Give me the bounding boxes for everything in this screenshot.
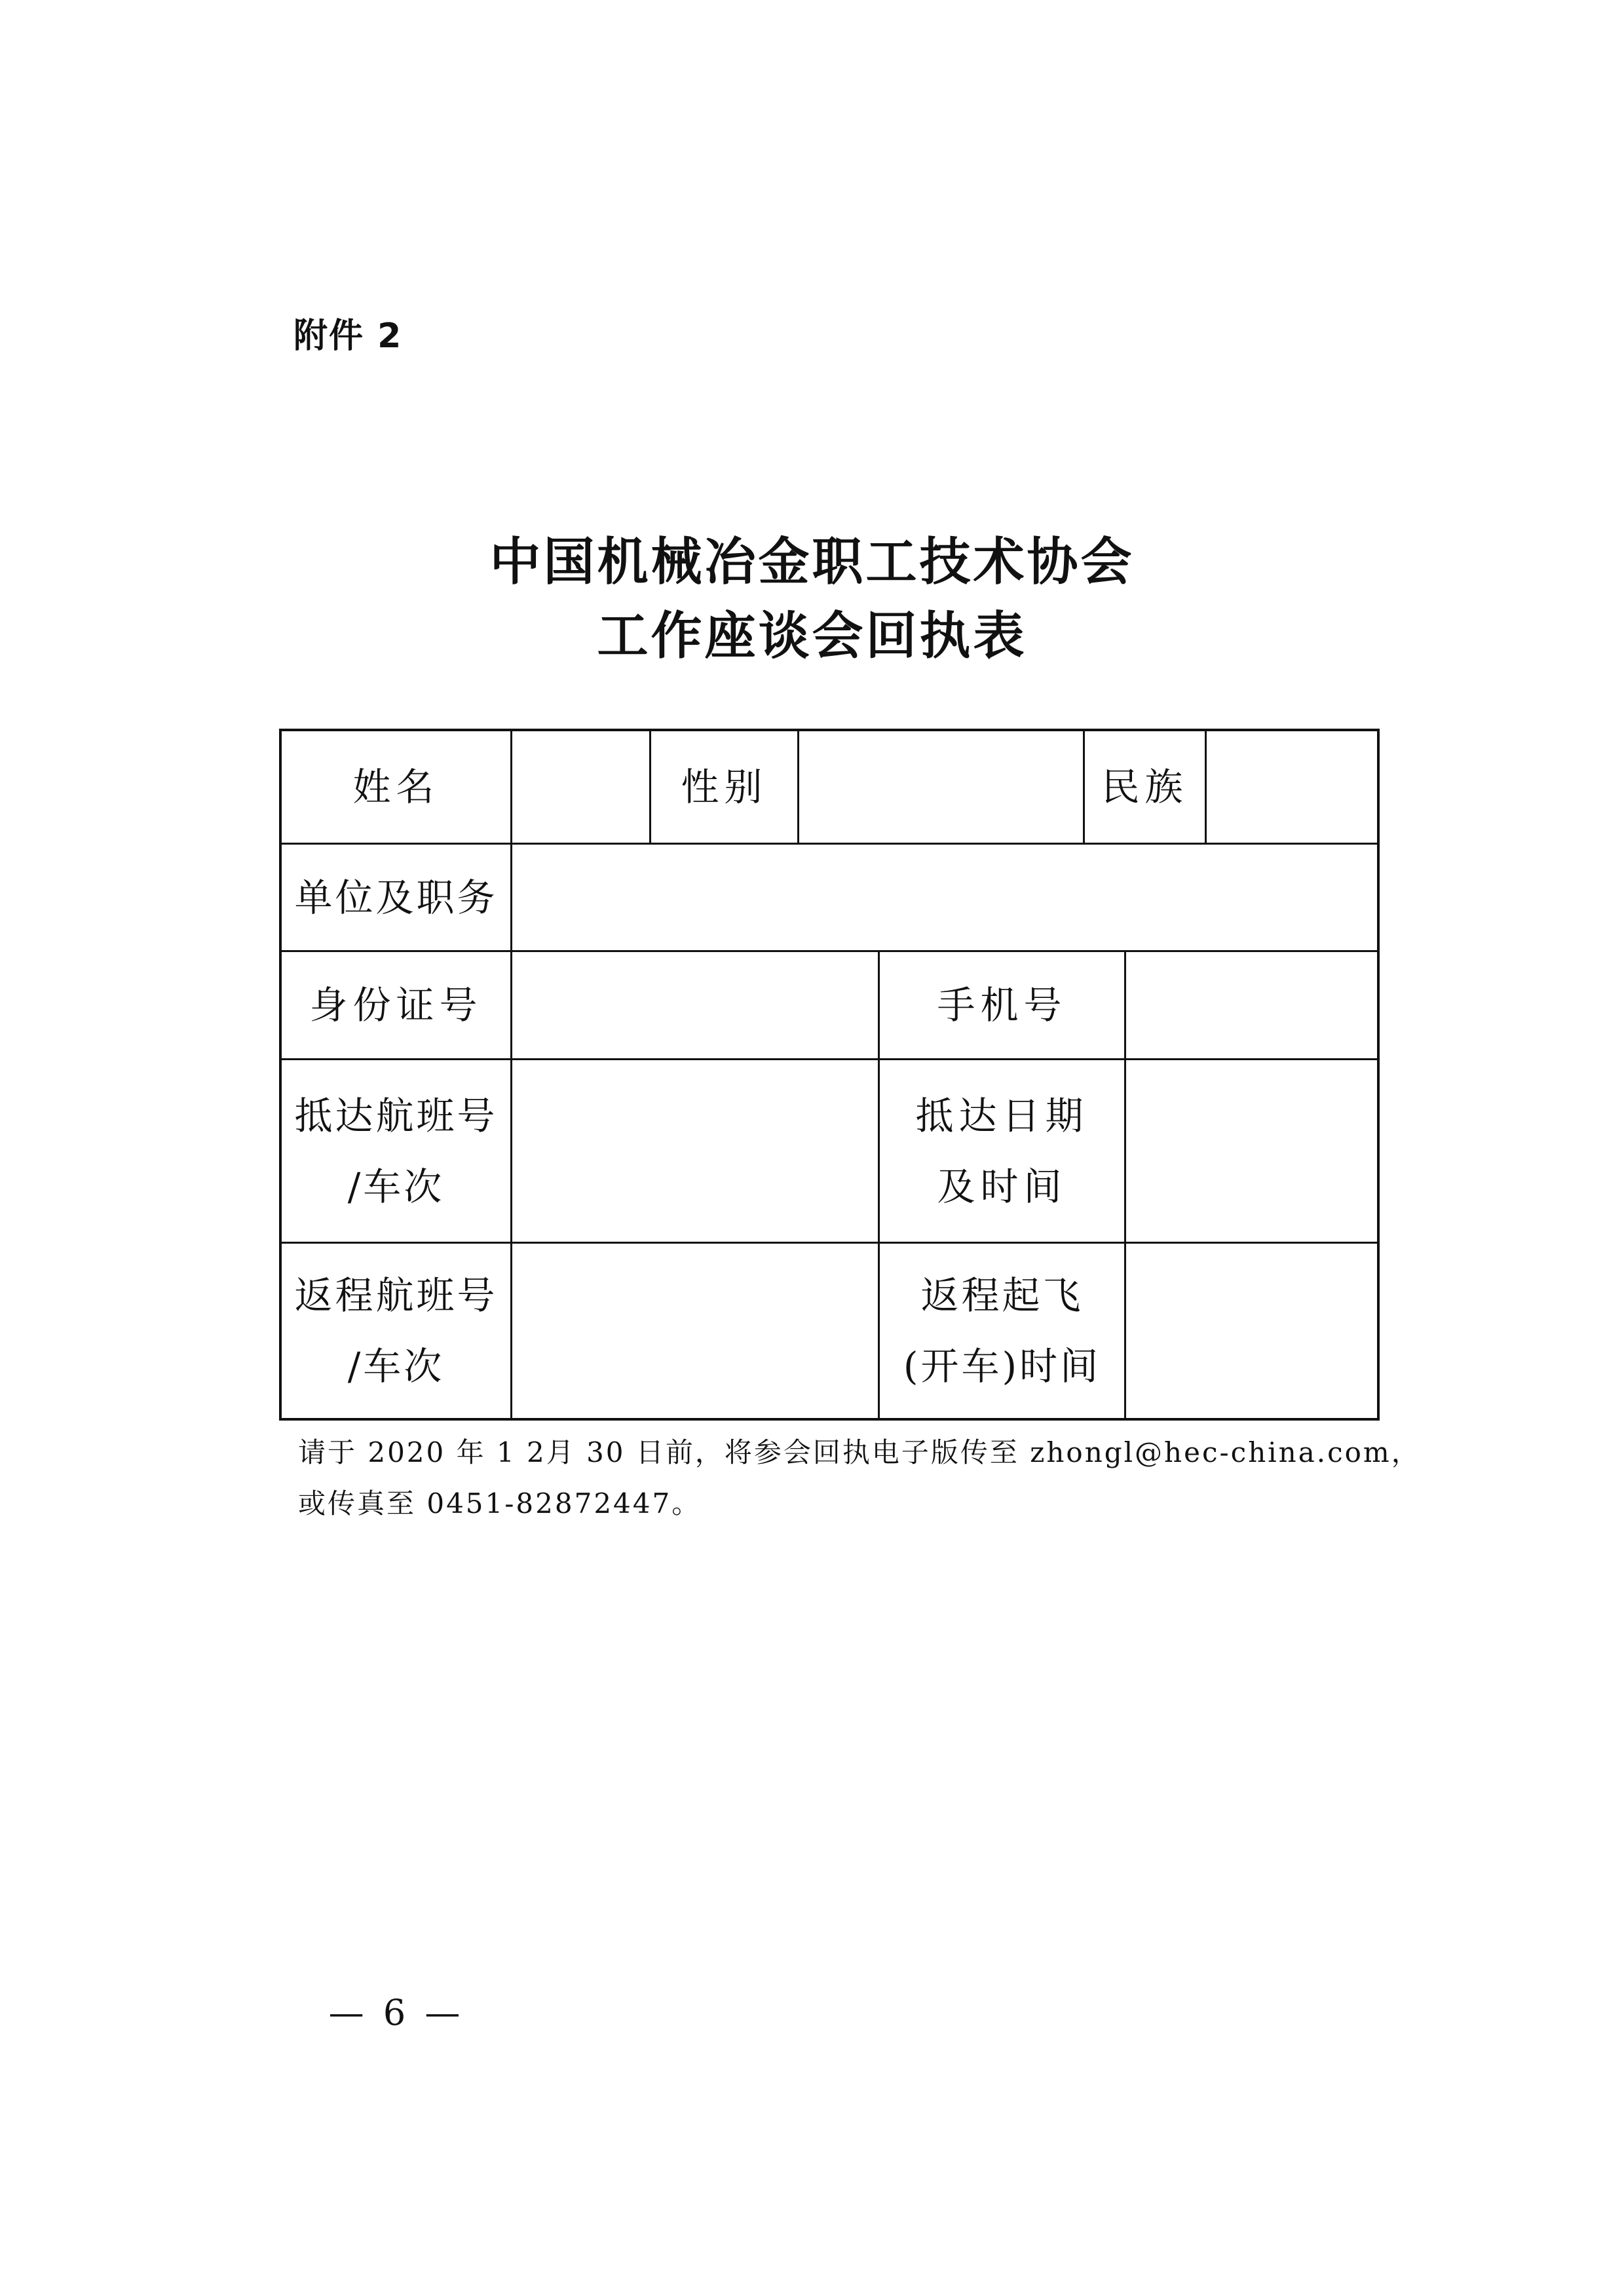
arrival-flight-label: 抵达航班号 /车次 (294, 1093, 498, 1209)
gender-field[interactable] (799, 731, 1083, 843)
name-field[interactable] (512, 731, 649, 843)
arrival-datetime-label: 抵达日期 及时间 (915, 1093, 1089, 1209)
ethnicity-label: 民族 (1101, 765, 1188, 809)
form-title-line-2: 工作座谈会回执表 (597, 607, 1027, 666)
attachment-label: 附件 2 (293, 316, 403, 356)
return-departure-label: 返程起飞 (开车)时间 (903, 1273, 1101, 1388)
id-number-field[interactable] (512, 952, 878, 1058)
return-departure-field[interactable] (1126, 1244, 1377, 1418)
submission-note-line-1: 请于 2020 年 1 2月 30 日前，将参会回执电子版传至 zhongl@hec-china.com， (298, 1436, 1421, 1468)
ethnicity-field[interactable] (1207, 731, 1377, 843)
arrival-datetime-field[interactable] (1126, 1060, 1377, 1242)
submission-note-line-2: 或传真至 0451-82872447。 (298, 1487, 702, 1520)
form-title-line-1: 中国机械冶金职工技术协会 (489, 533, 1135, 592)
gender-label: 性别 (681, 765, 768, 809)
return-flight-field[interactable] (512, 1244, 878, 1418)
id-number-label: 身份证号 (309, 983, 483, 1027)
unit-position-field[interactable] (512, 845, 1377, 950)
phone-label: 手机号 (937, 983, 1067, 1027)
name-label: 姓名 (352, 765, 440, 809)
arrival-flight-field[interactable] (512, 1060, 878, 1242)
return-flight-label: 返程航班号 /车次 (294, 1273, 498, 1388)
unit-position-label: 单位及职务 (294, 875, 498, 920)
page-number: — 6 — (328, 1992, 464, 2033)
reply-form-table (279, 729, 1380, 1421)
phone-field[interactable] (1126, 952, 1377, 1058)
